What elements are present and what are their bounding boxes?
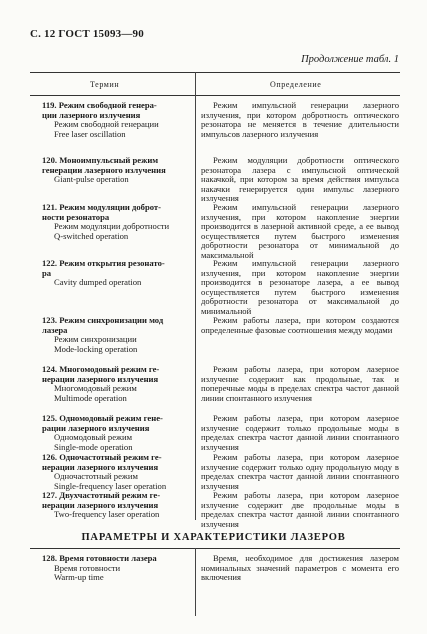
- term-title-line: 124. Многомодовый режим ге-: [42, 364, 160, 374]
- row-term-5: [42, 316, 194, 354]
- term-synonym-line: Cavity dumped operation: [54, 277, 142, 288]
- term-title-line: ра: [42, 267, 52, 278]
- term-title-line: 122. Режим открытия резонато-: [42, 258, 165, 268]
- row-definition-6: Режим работы лазера, при котором лазерное излучение содержит как продольные, так и поперечные моды в пределах спектра частот данной линии спонтанного излучения: [201, 364, 399, 403]
- term-synonym-line: Multimode operation: [54, 392, 127, 403]
- term-synonym-line: Two-frequency laser operation: [54, 509, 160, 520]
- term-synonym-line: Режим модуляции добротности: [54, 221, 170, 232]
- term-synonym-line: Время готовности: [54, 562, 121, 573]
- term-synonym-line: Режим синхронизации: [54, 334, 137, 345]
- term-synonym-line: Warm-up time: [54, 572, 104, 583]
- section-row-term-1: [42, 554, 194, 583]
- column-header-definition: Определение: [270, 80, 322, 89]
- term-title-line: 123. Режим синхронизации мод: [42, 315, 164, 325]
- term-title-line: 125. Одномодовый режим гене-: [42, 413, 163, 423]
- term-title-line: нерации лазерного излучения: [42, 461, 159, 472]
- term-title-line: нерации лазерного излучения: [42, 499, 159, 510]
- term-synonym-line: Одномодовый режим: [54, 432, 133, 443]
- term-synonym-line: Giant-pulse operation: [54, 174, 129, 185]
- row-term-2: [42, 156, 194, 185]
- term-title-line: 128. Время готовности лазера: [42, 553, 157, 563]
- row-definition-8: Режим работы лазера, при котором лазерное излучение содержит только одну продольную моду в пределах спектра частот данной линии спонтанного излучения: [201, 452, 399, 491]
- column-header-term: Термин: [90, 80, 120, 89]
- term-title-line: ции лазерного излучения: [42, 109, 141, 120]
- term-synonym-line: Многомодовый режим: [54, 383, 137, 394]
- term-title-line: ности резонатора: [42, 211, 110, 222]
- section-row-definition-1: Время, необходимое для достижения лазером номинальных значений параметров с момента его включения: [201, 553, 399, 583]
- term-synonym-line: Mode-locking operation: [54, 343, 138, 354]
- term-synonym-line: Режим свободной генерации: [54, 119, 159, 130]
- row-term-4: [42, 259, 194, 288]
- term-title-line: 126. Одночастотный режим ге-: [42, 452, 162, 462]
- row-term-8: [42, 453, 194, 491]
- term-title-line: рации лазерного излучения: [42, 422, 150, 433]
- row-definition-3: Режим импульсной генерации лазерного излучения, при котором накопление энергии производится в лазерной активной среде, а ее вывод осуществляется путем быстрого изменения добротности резонатора от минимальной до максимальной: [201, 202, 399, 260]
- row-term-6: [42, 365, 194, 403]
- table-header-rule: [30, 95, 400, 96]
- row-definition-1: Режим импульсной генерации лазерного излучения, при котором добротность оптического резонатора не меняется в течение длительности импульсов лазерного излучения: [201, 100, 399, 139]
- term-title-line: 127. Двухчастотный режим ге-: [42, 490, 161, 500]
- term-synonym-line: Одночастотный режим: [54, 471, 138, 482]
- page-header-label: С. 12 ГОСТ 15093—90: [30, 28, 144, 40]
- row-term-1: [42, 101, 194, 139]
- row-definition-4: Режим импульсной генерации лазерного излучения, при котором накопление энергии производится в резонаторе лазера, а ее вывод осуществляется путем быстрого изменения добротности резонатора от максимальной до минимальной: [201, 258, 399, 316]
- term-title-line: 119. Режим свободной генера-: [42, 100, 157, 110]
- term-title-line: нерации лазерного излучения: [42, 373, 159, 384]
- term-title-line: 121. Режим модуляции доброт-: [42, 202, 162, 212]
- term-synonym-line: Single-frequency laser operation: [54, 480, 167, 491]
- section-top-rule: [30, 548, 400, 549]
- row-definition-2: Режим модуляции добротности оптического резонатора лазера с импульсной оптической накачкой, при котором за время действия импульса накачки генерируется один импульс лазерного излучения: [201, 155, 399, 204]
- table-top-rule: [30, 72, 400, 73]
- continuation-label: Продолжение табл. 1: [301, 54, 399, 65]
- row-term-7: [42, 414, 194, 452]
- term-title-line: генерации лазерного излучения: [42, 164, 166, 175]
- section-title: ПАРАМЕТРЫ И ХАРАКТЕРИСТИКИ ЛАЗЕРОВ: [81, 532, 346, 543]
- term-synonym-line: Free laser oscillation: [54, 128, 126, 139]
- term-title-line: лазера: [42, 324, 68, 335]
- term-title-line: 120. Моноимпульсный режим: [42, 155, 159, 165]
- row-definition-9: Режим работы лазера, при котором лазерное излучение содержит две продольные моды в пределах спектра частот данной линии спонтанного излучения: [201, 490, 399, 529]
- row-definition-5: Режим работы лазера, при котором создаются определенные фазовые соотношения между модами: [201, 315, 399, 335]
- term-synonym-line: Q-switched operation: [54, 230, 129, 241]
- row-term-9: [42, 491, 194, 520]
- row-term-3: [42, 203, 194, 241]
- row-definition-7: Режим работы лазера, при котором лазерное излучение содержит только продольные моды в пределах спектра частот данной линии спонтанного излучения: [201, 413, 399, 452]
- term-synonym-line: Single-mode operation: [54, 441, 133, 452]
- section-column-divider: [195, 548, 196, 616]
- table-column-divider: [195, 72, 196, 520]
